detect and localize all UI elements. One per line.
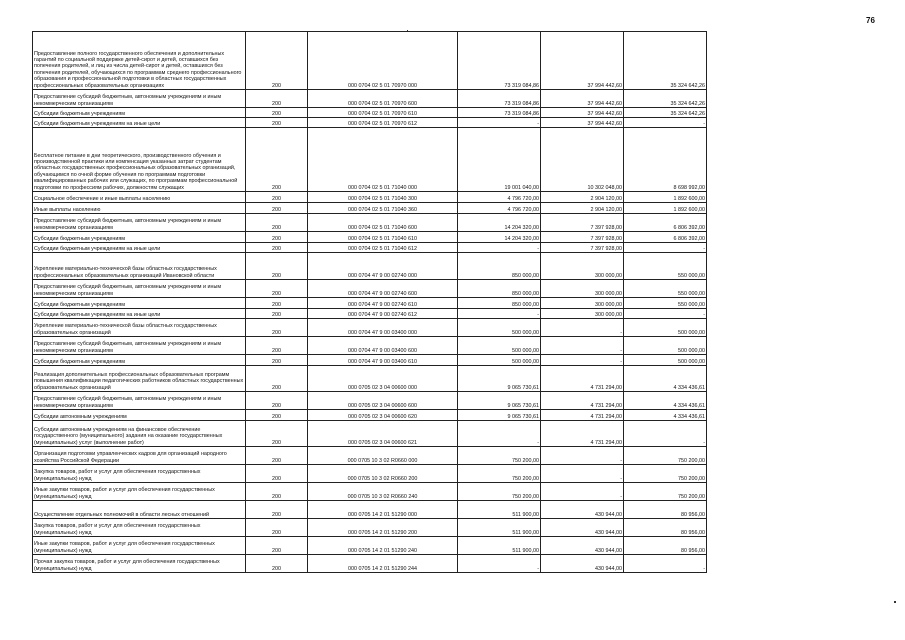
row-code-cell: 000 0704 02 5 01 71040 000	[308, 128, 458, 192]
row-code-cell: 000 0704 02 5 01 71040 612	[308, 243, 458, 253]
row-remaining-value-cell: 750 200,00	[624, 465, 707, 483]
row-executed-value-cell: 2 904 120,00	[541, 192, 624, 203]
row-owner-cell: 200	[246, 90, 308, 108]
row-executed-value-cell: 300 000,00	[541, 309, 624, 319]
row-name-cell: Субсидии автономным учреждениям на финансовое обеспечение государственного (муниципального) задания на оказание государственных (муниципальных) услуг (выполнение работ)	[33, 421, 246, 447]
row-remaining-value-cell: 4 334 436,61	[624, 392, 707, 410]
row-code-cell: 000 0704 47 9 00 03400 000	[308, 319, 458, 337]
row-code-cell: 000 0704 02 5 01 71040 360	[308, 203, 458, 214]
row-remaining-value-cell: -	[624, 118, 707, 128]
table-row	[33, 519, 707, 537]
row-name-cell: Предоставление субсидий бюджетным, автономным учреждениям и иным некоммерческим организациям	[33, 280, 246, 298]
row-executed-value-cell: 2 904 120,00	[541, 203, 624, 214]
row-owner-cell: 200	[246, 392, 308, 410]
row-name-cell: Субсидии бюджетным учреждениям	[33, 232, 246, 243]
row-code-cell: 000 0704 47 9 00 02740 000	[308, 253, 458, 280]
budget-table	[32, 31, 707, 573]
row-approved-value-cell: 511 900,00	[458, 537, 541, 555]
row-owner-cell: 200	[246, 501, 308, 519]
table-row	[33, 366, 707, 392]
table-row	[33, 128, 707, 192]
row-executed-value-cell: 7 397 928,00	[541, 232, 624, 243]
row-name-cell: Укрепление материально-технической базы областных государственных образовательных организаций	[33, 319, 246, 337]
row-code-cell: 000 0705 14 2 01 51290 240	[308, 537, 458, 555]
table-row	[33, 118, 707, 128]
row-name-cell: Субсидии бюджетным учреждениям на иные цели	[33, 243, 246, 253]
row-owner-cell: 200	[246, 555, 308, 573]
row-owner-cell: 200	[246, 483, 308, 501]
row-owner-cell: 200	[246, 243, 308, 253]
row-name-cell: Осуществление отдельных полномочий в области лесных отношений	[33, 501, 246, 519]
row-owner-cell: 200	[246, 232, 308, 243]
row-approved-value-cell: 750 200,00	[458, 483, 541, 501]
row-remaining-value-cell: 80 956,00	[624, 501, 707, 519]
table-row	[33, 447, 707, 465]
row-name-cell: Предоставление субсидий бюджетным, автономным учреждениям и иным некоммерческим организациям	[33, 392, 246, 410]
row-owner-cell: 200	[246, 214, 308, 232]
table-row	[33, 483, 707, 501]
row-approved-value-cell: -	[458, 421, 541, 447]
row-code-cell: 000 0705 02 3 04 00600 621	[308, 421, 458, 447]
row-approved-value-cell: 4 796 720,00	[458, 203, 541, 214]
row-executed-value-cell: -	[541, 319, 624, 337]
row-executed-value-cell: 4 731 294,00	[541, 392, 624, 410]
row-name-cell: Бесплатное питание в дни теоретического, производственного обучения и производственной практики или компенсация указанных затрат студентам областных государственных профессиональных образовательных организаций, обучающимся по очной форме обучения по программам подготовки квалифицированных рабочих или служащих, по программам профессиональной подготовки по профессиям рабочих, должностям служащих	[33, 128, 246, 192]
row-approved-value-cell: -	[458, 555, 541, 573]
row-approved-value-cell: 14 204 320,00	[458, 214, 541, 232]
row-remaining-value-cell: -	[624, 555, 707, 573]
row-name-cell: Реализация дополнительных профессиональных образовательных программ повышения квалификации педагогических работников областных государственных образовательных организаций	[33, 366, 246, 392]
row-approved-value-cell: 73 319 084,86	[458, 108, 541, 118]
row-executed-value-cell: 7 397 928,00	[541, 214, 624, 232]
row-approved-value-cell: 73 319 084,86	[458, 32, 541, 90]
row-name-cell: Субсидии бюджетным учреждениям	[33, 298, 246, 309]
row-remaining-value-cell: 1 892 600,00	[624, 203, 707, 214]
row-remaining-value-cell: 35 324 642,26	[624, 90, 707, 108]
row-approved-value-cell: 500 000,00	[458, 355, 541, 366]
row-executed-value-cell: 430 944,00	[541, 501, 624, 519]
row-approved-value-cell: 9 065 730,61	[458, 392, 541, 410]
row-executed-value-cell: 430 944,00	[541, 519, 624, 537]
table-row	[33, 298, 707, 309]
table-row	[33, 203, 707, 214]
row-owner-cell: 200	[246, 108, 308, 118]
row-code-cell: 000 0705 02 3 04 00600 000	[308, 366, 458, 392]
table-row	[33, 355, 707, 366]
row-executed-value-cell: -	[541, 447, 624, 465]
row-executed-value-cell: 37 994 442,60	[541, 90, 624, 108]
row-remaining-value-cell: 750 200,00	[624, 483, 707, 501]
row-executed-value-cell: 4 731 294,00	[541, 410, 624, 421]
row-executed-value-cell: 300 000,00	[541, 298, 624, 309]
table-row	[33, 309, 707, 319]
row-remaining-value-cell: 35 324 642,26	[624, 108, 707, 118]
row-remaining-value-cell: 4 334 436,61	[624, 410, 707, 421]
row-code-cell: 000 0704 02 5 01 70970 612	[308, 118, 458, 128]
row-approved-value-cell: 9 065 730,61	[458, 410, 541, 421]
row-code-cell: 000 0704 47 9 00 03400 610	[308, 355, 458, 366]
row-approved-value-cell: 9 065 730,61	[458, 366, 541, 392]
row-name-cell: Закупка товаров, работ и услуг для обеспечения государственных (муниципальных) нужд	[33, 465, 246, 483]
row-approved-value-cell: 750 200,00	[458, 465, 541, 483]
row-code-cell: 000 0704 02 5 01 70970 600	[308, 90, 458, 108]
row-owner-cell: 200	[246, 366, 308, 392]
row-approved-value-cell: 73 319 084,86	[458, 90, 541, 108]
row-name-cell: Закупка товаров, работ и услуг для обеспечения государственных (муниципальных) нужд	[33, 519, 246, 537]
row-owner-cell: 200	[246, 280, 308, 298]
page-number: 76	[866, 16, 875, 25]
table-row	[33, 253, 707, 280]
row-approved-value-cell: 850 000,00	[458, 253, 541, 280]
row-approved-value-cell: 500 000,00	[458, 337, 541, 355]
row-remaining-value-cell: 6 806 392,00	[624, 214, 707, 232]
row-name-cell: Иные закупки товаров, работ и услуг для обеспечения государственных (муниципальных) нужд	[33, 537, 246, 555]
row-owner-cell: 200	[246, 298, 308, 309]
row-name-cell: Субсидии автономным учреждениям	[33, 410, 246, 421]
table-row	[33, 90, 707, 108]
row-executed-value-cell: 300 000,00	[541, 253, 624, 280]
row-code-cell: 000 0704 47 9 00 02740 612	[308, 309, 458, 319]
row-code-cell: 000 0705 02 3 04 00600 600	[308, 392, 458, 410]
table-row	[33, 319, 707, 337]
row-remaining-value-cell: 550 000,00	[624, 253, 707, 280]
row-code-cell: 000 0704 02 5 01 70970 610	[308, 108, 458, 118]
row-owner-cell: 200	[246, 118, 308, 128]
row-approved-value-cell: 500 000,00	[458, 319, 541, 337]
row-code-cell: 000 0705 02 3 04 00600 620	[308, 410, 458, 421]
row-remaining-value-cell: 6 806 392,00	[624, 232, 707, 243]
row-remaining-value-cell: 750 200,00	[624, 447, 707, 465]
row-owner-cell: 200	[246, 421, 308, 447]
row-executed-value-cell: 37 994 442,60	[541, 118, 624, 128]
row-owner-cell: 200	[246, 309, 308, 319]
row-name-cell: Субсидии бюджетным учреждениям на иные цели	[33, 118, 246, 128]
table-row	[33, 280, 707, 298]
row-remaining-value-cell: 500 000,00	[624, 319, 707, 337]
row-name-cell: Предоставление субсидий бюджетным, автономным учреждениям и иным некоммерческим организациям	[33, 90, 246, 108]
table-row	[33, 337, 707, 355]
row-name-cell: Предоставление полного государственного обеспечения и дополнительных гарантий по социальной поддержке детей-сирот и детей, оставшихся без попечения родителей, и лиц из числа детей-сирот и детей, оставшихся без попечения родителей, обучающихся по программам среднего профессионального образования и профессиональной подготовки в областных государственных профессиональных образовательных организациях	[33, 32, 246, 90]
row-owner-cell: 200	[246, 447, 308, 465]
row-code-cell: 000 0705 14 2 01 51290 000	[308, 501, 458, 519]
row-executed-value-cell: 430 944,00	[541, 555, 624, 573]
row-remaining-value-cell: 500 000,00	[624, 355, 707, 366]
row-approved-value-cell: -	[458, 243, 541, 253]
row-code-cell: 000 0704 47 9 00 02740 600	[308, 280, 458, 298]
row-code-cell: 000 0705 14 2 01 51290 244	[308, 555, 458, 573]
table-row	[33, 243, 707, 253]
row-owner-cell: 200	[246, 319, 308, 337]
row-name-cell: Иные закупки товаров, работ и услуг для обеспечения государственных (муниципальных) нужд	[33, 483, 246, 501]
row-remaining-value-cell: -	[624, 309, 707, 319]
row-code-cell: 000 0704 47 9 00 02740 610	[308, 298, 458, 309]
row-code-cell: 000 0705 10 3 02 R0660 240	[308, 483, 458, 501]
row-executed-value-cell: 10 302 048,00	[541, 128, 624, 192]
row-owner-cell: 200	[246, 410, 308, 421]
row-approved-value-cell: 14 204 320,00	[458, 232, 541, 243]
row-name-cell: Организация подготовки управленческих кадров для организаций народного хозяйства Российской Федерации	[33, 447, 246, 465]
row-remaining-value-cell: 550 000,00	[624, 298, 707, 309]
row-executed-value-cell: -	[541, 483, 624, 501]
scan-speck	[894, 601, 896, 603]
table-row	[33, 501, 707, 519]
row-executed-value-cell: 430 944,00	[541, 537, 624, 555]
row-approved-value-cell: 19 001 040,00	[458, 128, 541, 192]
row-code-cell: 000 0704 02 5 01 71040 600	[308, 214, 458, 232]
row-owner-cell: 200	[246, 519, 308, 537]
row-code-cell: 000 0704 02 5 01 71040 610	[308, 232, 458, 243]
table-row	[33, 465, 707, 483]
row-code-cell: 000 0705 14 2 01 51290 200	[308, 519, 458, 537]
row-executed-value-cell: 4 731 294,00	[541, 421, 624, 447]
row-code-cell: 000 0704 02 5 01 71040 300	[308, 192, 458, 203]
row-executed-value-cell: 37 994 442,60	[541, 108, 624, 118]
row-remaining-value-cell: 550 000,00	[624, 280, 707, 298]
row-name-cell: Иные выплаты населению	[33, 203, 246, 214]
table-row	[33, 32, 707, 90]
row-approved-value-cell: 4 796 720,00	[458, 192, 541, 203]
row-executed-value-cell: 300 000,00	[541, 280, 624, 298]
row-name-cell: Субсидии бюджетным учреждениям на иные цели	[33, 309, 246, 319]
row-code-cell: 000 0705 10 3 02 R0660 000	[308, 447, 458, 465]
row-name-cell: Прочая закупка товаров, работ и услуг для обеспечения государственных (муниципальных) нужд	[33, 555, 246, 573]
row-owner-cell: 200	[246, 465, 308, 483]
row-name-cell: Укрепление материально-технической базы областных государственных профессиональных образовательных организаций Ивановской области	[33, 253, 246, 280]
row-owner-cell: 200	[246, 128, 308, 192]
row-remaining-value-cell: 500 000,00	[624, 337, 707, 355]
row-owner-cell: 200	[246, 537, 308, 555]
row-name-cell: Субсидии бюджетным учреждениям	[33, 355, 246, 366]
row-executed-value-cell: 7 397 928,00	[541, 243, 624, 253]
row-code-cell: 000 0704 02 5 01 70970 000	[308, 32, 458, 90]
table-row	[33, 192, 707, 203]
row-approved-value-cell: -	[458, 309, 541, 319]
row-owner-cell: 200	[246, 355, 308, 366]
row-remaining-value-cell: 8 698 992,00	[624, 128, 707, 192]
row-executed-value-cell: -	[541, 465, 624, 483]
row-owner-cell: 200	[246, 192, 308, 203]
table-row	[33, 232, 707, 243]
table-row	[33, 555, 707, 573]
table-row	[33, 421, 707, 447]
row-approved-value-cell: 511 900,00	[458, 519, 541, 537]
row-remaining-value-cell: 4 334 436,61	[624, 366, 707, 392]
row-approved-value-cell: 750 200,00	[458, 447, 541, 465]
row-remaining-value-cell: 80 956,00	[624, 537, 707, 555]
row-code-cell: 000 0705 10 3 02 R0660 200	[308, 465, 458, 483]
row-approved-value-cell: 850 000,00	[458, 298, 541, 309]
row-remaining-value-cell: 1 892 600,00	[624, 192, 707, 203]
row-remaining-value-cell: -	[624, 243, 707, 253]
row-name-cell: Социальное обеспечение и иные выплаты населению	[33, 192, 246, 203]
table-row	[33, 392, 707, 410]
row-approved-value-cell: 850 000,00	[458, 280, 541, 298]
row-approved-value-cell: -	[458, 118, 541, 128]
row-name-cell: Субсидии бюджетным учреждениям	[33, 108, 246, 118]
row-remaining-value-cell: -	[624, 421, 707, 447]
row-code-cell: 000 0704 47 9 00 03400 600	[308, 337, 458, 355]
row-name-cell: Предоставление субсидий бюджетным, автономным учреждениям и иным некоммерческим организациям	[33, 337, 246, 355]
budget-table-body	[33, 32, 707, 573]
table-row	[33, 410, 707, 421]
row-owner-cell: 200	[246, 337, 308, 355]
row-executed-value-cell: -	[541, 337, 624, 355]
row-name-cell: Предоставление субсидий бюджетным, автономным учреждениям и иным некоммерческим организациям	[33, 214, 246, 232]
table-row	[33, 537, 707, 555]
row-approved-value-cell: 511 900,00	[458, 501, 541, 519]
row-remaining-value-cell: 35 324 642,26	[624, 32, 707, 90]
row-executed-value-cell: 37 994 442,60	[541, 32, 624, 90]
row-owner-cell: 200	[246, 253, 308, 280]
row-owner-cell: 200	[246, 32, 308, 90]
row-executed-value-cell: 4 731 294,00	[541, 366, 624, 392]
table-row	[33, 108, 707, 118]
row-executed-value-cell: -	[541, 355, 624, 366]
table-row	[33, 214, 707, 232]
row-owner-cell: 200	[246, 203, 308, 214]
row-remaining-value-cell: 80 956,00	[624, 519, 707, 537]
